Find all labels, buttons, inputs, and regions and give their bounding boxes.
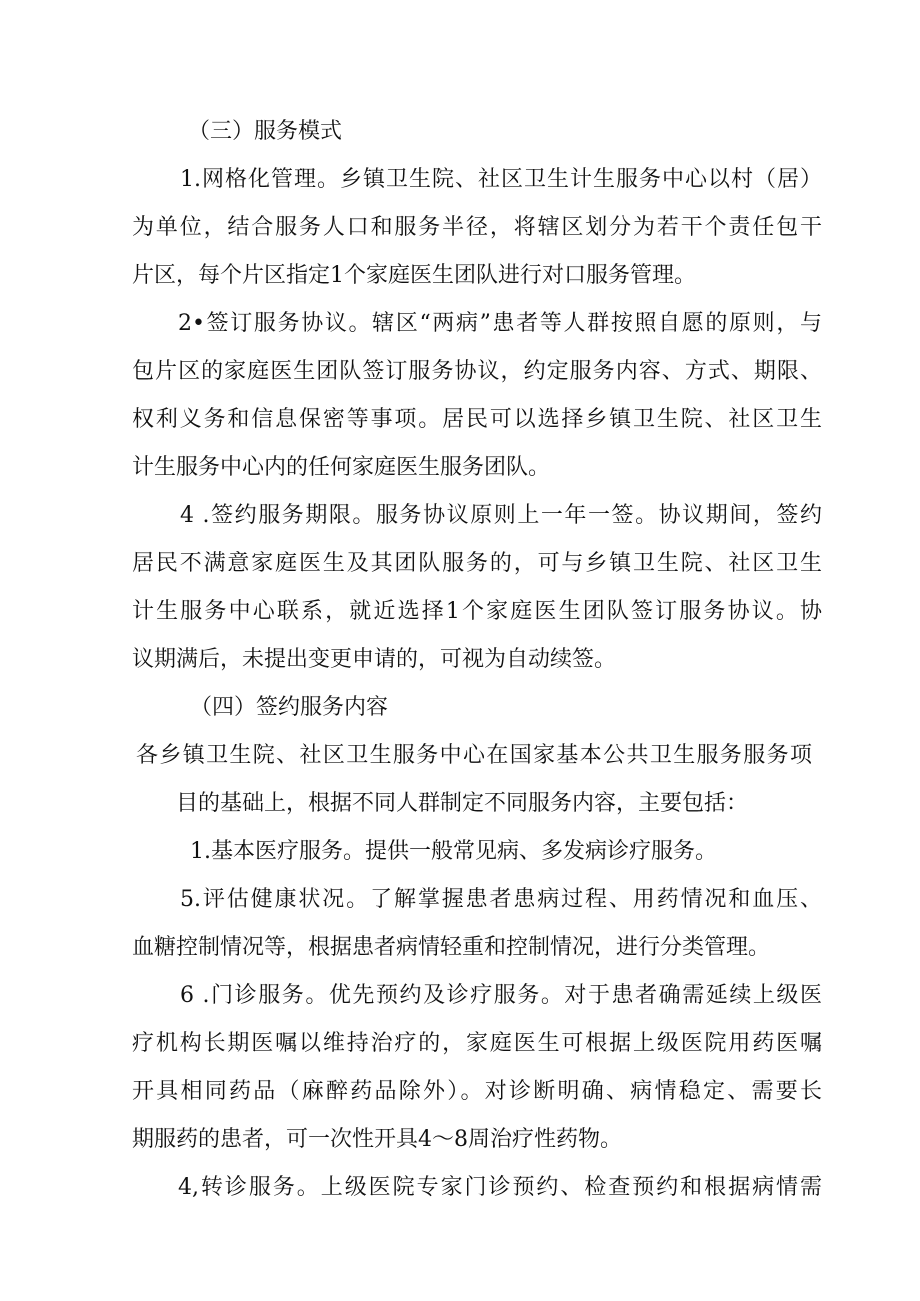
- paragraph-line: 居民不满意家庭医生及其团队服务的，可与乡镇卫生院、社区卫生: [132, 551, 822, 576]
- paragraph-line: 计生服务中心联系，就近选择1个家庭医生团队签订服务协议。协: [132, 599, 822, 624]
- paragraph-line: 议期满后，未提出变更申请的，可视为自动续签。: [132, 647, 617, 672]
- paragraph-line: 开具相同药品（麻醉药品除外）。对诊断明确、病情稳定、需要长: [132, 1079, 822, 1104]
- paragraph-line: 4,转诊服务。上级医院专家门诊预约、检查预约和根据病情需: [178, 1175, 822, 1200]
- paragraph-line: 5.评估健康状况。了解掌握患者患病过程、用药情况和血压、: [180, 887, 822, 912]
- paragraph-line: 1.网格化管理。乡镇卫生院、社区卫生计生服务中心以村（居）: [180, 167, 822, 192]
- section-heading-service-mode: （三）服务模式: [188, 119, 343, 144]
- paragraph-line: 权利义务和信息保密等事项。居民可以选择乡镇卫生院、社区卫生: [132, 407, 822, 432]
- paragraph-line: 4 .签约服务期限。服务协议原则上一年一签。协议期间，签约: [180, 503, 822, 528]
- section-heading-service-content: （四）签约服务内容: [190, 695, 389, 720]
- paragraph-line: 期服药的患者，可一次性开具4〜8周治疗性药物。: [132, 1127, 622, 1152]
- paragraph-line: 1.基本医疗服务。提供一般常见病、多发病诊疗服务。: [190, 839, 717, 864]
- paragraph-line: 为单位，结合服务人口和服务半径，将辖区划分为若干个责任包干: [132, 215, 822, 240]
- paragraph-line: 血糖控制情况等，根据患者病情轻重和控制情况，进行分类管理。: [132, 935, 771, 960]
- paragraph-line: 片区，每个片区指定1个家庭医生团队进行对口服务管理。: [132, 263, 696, 288]
- paragraph-line: 疗机构长期医嘱以维持治疗的，家庭医生可根据上级医院用药医嘱: [132, 1031, 822, 1056]
- paragraph-line: 包片区的家庭医生团队签订服务协议，约定服务内容、方式、期限、: [132, 359, 822, 384]
- paragraph-line: 各乡镇卫生院、社区卫生服务中心在国家基本公共卫生服务服务项: [136, 743, 812, 768]
- paragraph-line: 计生服务中心内的任何家庭医生服务团队。: [132, 455, 551, 480]
- paragraph-line: 6 .门诊服务。优先预约及诊疗服务。对于患者确需延续上级医: [180, 983, 822, 1008]
- paragraph-line: 2•签订服务协议。辖区“两病”患者等人群按照自愿的原则，与: [178, 311, 822, 336]
- paragraph-line: 目的基础上，根据不同人群制定不同服务内容，主要包括：: [176, 791, 749, 816]
